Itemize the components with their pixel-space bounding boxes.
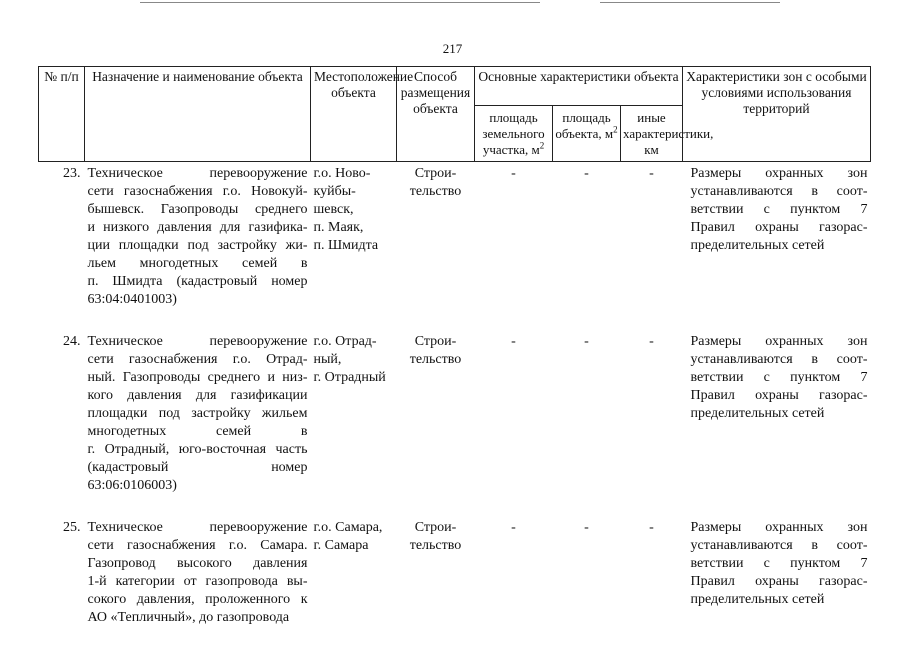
object-name bbox=[85, 517, 311, 649]
location-line: г.о. Ново- bbox=[314, 165, 394, 183]
zones-line: Размеры охранных зон bbox=[691, 165, 868, 183]
zones-line: пределительных сетей bbox=[691, 405, 868, 423]
header-object-area: площадь объекта, $м^2$ bbox=[553, 106, 621, 162]
scan-edge-line-2 bbox=[600, 2, 780, 3]
name-line: АО «Тепличный», до газопровода bbox=[88, 609, 308, 627]
table-row bbox=[39, 517, 871, 649]
location-line: п. Шмидта bbox=[314, 237, 394, 255]
method-line: Строи- bbox=[400, 165, 472, 183]
location-line: ный, bbox=[314, 351, 394, 369]
table-row bbox=[39, 162, 871, 332]
object-area-value: - bbox=[553, 331, 621, 517]
name-line: г. Отрадный, юго-восточная часть bbox=[88, 441, 308, 459]
object-location bbox=[311, 162, 397, 332]
scan-edge-line-1 bbox=[140, 2, 540, 3]
name-line: 63:06:0106003) bbox=[88, 477, 308, 495]
location-line: г. Отрадный bbox=[314, 369, 394, 387]
header-name: Назначение и наименование объекта bbox=[85, 67, 311, 162]
zones-line: пределительных сетей bbox=[691, 591, 868, 609]
page-number: 217 bbox=[0, 40, 905, 58]
zones-line: устанавливаются в соот- bbox=[691, 351, 868, 369]
name-line: многодетных семей в bbox=[88, 423, 308, 441]
object-name bbox=[85, 162, 311, 332]
header-main-characteristics: Основные характеристики объекта bbox=[475, 67, 683, 106]
other-value: - bbox=[621, 162, 683, 332]
name-line: и низкого давления для газифика- bbox=[88, 219, 308, 237]
object-area-value: - bbox=[553, 162, 621, 332]
name-line: 63:04:0401003) bbox=[88, 291, 308, 309]
name-line: кого давления для газификации bbox=[88, 387, 308, 405]
method-line: Строи- bbox=[400, 333, 472, 351]
object-location bbox=[311, 517, 397, 649]
name-line: Техническое перевооружение bbox=[88, 165, 308, 183]
zones-line: ветствии с пунктом 7 bbox=[691, 369, 868, 387]
name-line: льем многодетных семей в bbox=[88, 255, 308, 273]
placement-method bbox=[397, 517, 475, 649]
name-line: Техническое перевооружение bbox=[88, 333, 308, 351]
zones-line: Правил охраны газорас- bbox=[691, 573, 868, 591]
zone-characteristics bbox=[683, 331, 871, 517]
name-line: 1-й категории от газопровода вы- bbox=[88, 573, 308, 591]
placement-method bbox=[397, 331, 475, 517]
zones-line: пределительных сетей bbox=[691, 237, 868, 255]
location-line: г.о. Самара, bbox=[314, 519, 394, 537]
name-line: Техническое перевооружение bbox=[88, 519, 308, 537]
location-line: шевск, bbox=[314, 201, 394, 219]
zone-characteristics bbox=[683, 517, 871, 649]
method-line: тельство bbox=[400, 351, 472, 369]
row-number: 24. bbox=[39, 331, 85, 517]
name-line: ный. Газопроводы среднего и низ- bbox=[88, 369, 308, 387]
land-area-value: - bbox=[475, 162, 553, 332]
name-line: сокого давления, проложенного к bbox=[88, 591, 308, 609]
header-location: Местоположение объекта bbox=[311, 67, 397, 162]
document-sheet bbox=[38, 66, 870, 649]
location-line: куйбы- bbox=[314, 183, 394, 201]
table-row bbox=[39, 331, 871, 517]
zones-line: ветствии с пунктом 7 bbox=[691, 201, 868, 219]
header-zones: Характеристики зон с особыми условиями использования территорий bbox=[683, 67, 871, 162]
header-land-area: площадь земельного участка, $м^2$ bbox=[475, 106, 553, 162]
objects-table bbox=[38, 66, 871, 649]
header-number: № п/п bbox=[39, 67, 85, 162]
object-name bbox=[85, 331, 311, 517]
zones-line: Размеры охранных зон bbox=[691, 333, 868, 351]
name-line: сети газоснабжения г.о. Самара. bbox=[88, 537, 308, 555]
location-line: п. Маяк, bbox=[314, 219, 394, 237]
name-line: бышевск. Газопроводы среднего bbox=[88, 201, 308, 219]
land-area-value: - bbox=[475, 331, 553, 517]
name-line: Газопровод высокого давления bbox=[88, 555, 308, 573]
other-value: - bbox=[621, 517, 683, 649]
row-number: 23. bbox=[39, 162, 85, 332]
table-body bbox=[39, 162, 871, 649]
zones-line: Правил охраны газорас- bbox=[691, 387, 868, 405]
name-line: п. Шмидта (кадастровый номер bbox=[88, 273, 308, 291]
method-line: Строи- bbox=[400, 519, 472, 537]
placement-method bbox=[397, 162, 475, 332]
zone-characteristics bbox=[683, 162, 871, 332]
zones-line: ветствии с пунктом 7 bbox=[691, 555, 868, 573]
zones-line: Правил охраны газорас- bbox=[691, 219, 868, 237]
name-line: сети газоснабжения г.о. Новокуй- bbox=[88, 183, 308, 201]
name-line: (кадастровый номер bbox=[88, 459, 308, 477]
location-line: г.о. Отрад- bbox=[314, 333, 394, 351]
row-number: 25. bbox=[39, 517, 85, 649]
header-other-characteristics: иные характеристики, км bbox=[621, 106, 683, 162]
name-line: ции площадки под застройку жи- bbox=[88, 237, 308, 255]
header-method: Способ размещения объекта bbox=[397, 67, 475, 162]
zones-line: Размеры охранных зон bbox=[691, 519, 868, 537]
object-location bbox=[311, 331, 397, 517]
other-value: - bbox=[621, 331, 683, 517]
name-line: сети газоснабжения г.о. Отрад- bbox=[88, 351, 308, 369]
method-line: тельство bbox=[400, 537, 472, 555]
zones-line: устанавливаются в соот- bbox=[691, 537, 868, 555]
land-area-value: - bbox=[475, 517, 553, 649]
method-line: тельство bbox=[400, 183, 472, 201]
location-line: г. Самара bbox=[314, 537, 394, 555]
name-line: площадки под застройку жильем bbox=[88, 405, 308, 423]
zones-line: устанавливаются в соот- bbox=[691, 183, 868, 201]
object-area-value: - bbox=[553, 517, 621, 649]
